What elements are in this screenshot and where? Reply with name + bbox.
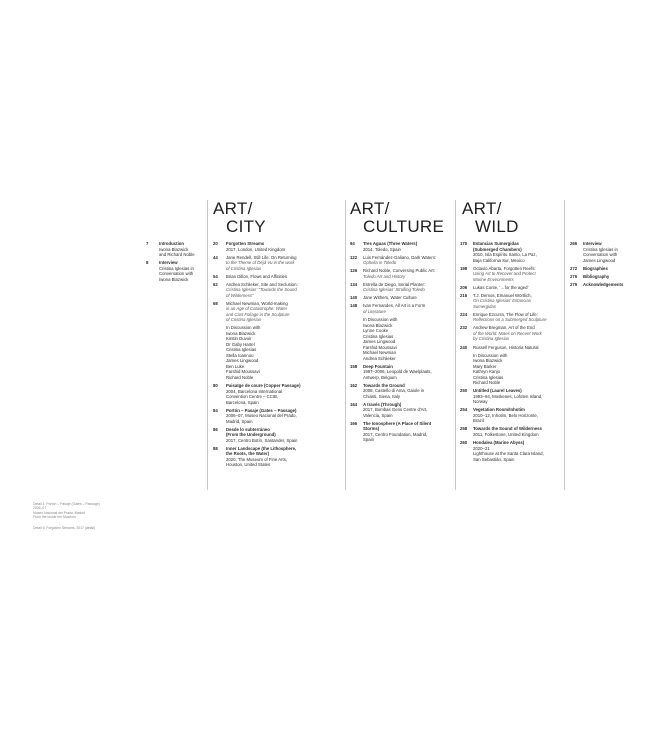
page-number: 86 <box>213 426 218 432</box>
toc-entry <box>146 260 206 282</box>
entry-subtitle: and Cast Foliage in the Sculpture <box>226 311 290 317</box>
entry-detail: Ben Luke <box>226 363 245 369</box>
entry-detail: Iwona Blazwick <box>226 330 256 336</box>
entry-detail: 2020, The Museum of Fine Arts, <box>226 456 288 462</box>
entry-subtitle: Cristina Iglesias' "Towards the Sound <box>226 287 297 293</box>
entry-title: Acknowledgements <box>583 281 624 287</box>
page-number: 122 <box>350 254 358 260</box>
heading-art-city <box>213 200 266 236</box>
page-number: 94 <box>350 241 355 246</box>
entry-detail: Luis Fernández-Galiano, Dark Waters: <box>363 254 437 260</box>
heading-line: CITY <box>226 217 266 236</box>
toc-entry <box>570 274 656 280</box>
toc-wild-column <box>460 241 562 465</box>
entry-detail: Cristina Iglesias <box>226 347 257 353</box>
entry-detail: Stella Ioannou <box>226 352 254 358</box>
entry-detail: Kirstin Duvoir <box>226 336 252 342</box>
page-number: 158 <box>350 363 358 369</box>
entry-subtitle: Using Art to Recover and Protect <box>473 271 536 277</box>
entry-detail: Cristina Iglesias in <box>159 265 194 271</box>
page-number: 162 <box>350 382 358 388</box>
entry-detail: James Lingwood <box>226 358 259 364</box>
entry-title: Towards the Sound of Wilderness <box>473 426 542 432</box>
entry-detail: 2010–12, Inhotim, Belo Horizonte, <box>473 412 538 418</box>
page-number: 80 <box>213 383 218 389</box>
column-divider <box>455 200 456 490</box>
toc-entry <box>213 255 341 272</box>
toc-entry <box>460 285 562 291</box>
toc-entry <box>213 274 341 280</box>
entry-detail: Brazil <box>473 418 484 424</box>
page-number: 68 <box>213 300 218 306</box>
entry-detail: Dr Gaby Hartel <box>226 341 255 347</box>
toc-entry <box>350 282 452 293</box>
caption-line: 2006–07 <box>33 506 47 511</box>
entry-detail: Barcelona, Spain <box>226 399 259 405</box>
page-number: 232 <box>460 325 468 331</box>
entry-detail: Ivan Fernandes, All Art is a Form <box>363 303 426 309</box>
column-divider <box>345 200 346 490</box>
entry-detail: and Richard Noble <box>159 252 195 257</box>
entry-detail: 2020–21 <box>473 445 490 451</box>
toc-intro-column <box>146 241 206 285</box>
toc-entry <box>213 301 341 323</box>
entry-detail: Cristina Iglesias <box>363 333 394 339</box>
column-divider <box>207 200 208 490</box>
heading-line: CULTURE <box>363 217 445 236</box>
entry-subtitle: Marine Environments <box>473 276 514 282</box>
entry-detail: In Discussion with <box>363 317 398 323</box>
entry-detail: 2006–07, Museo Nacional del Prado, <box>226 413 297 419</box>
entry-subtitle: On Cristina Iglesias' Estancias <box>473 298 531 304</box>
entry-subtitle: of Cristina Iglesias <box>226 317 262 323</box>
entry-detail: Andrea Schlieker <box>363 355 396 361</box>
page-number: 126 <box>350 268 358 274</box>
entry-detail: James Lingwood <box>583 257 616 263</box>
entry-title: Vegetation Room/Inhotim <box>473 407 525 413</box>
page-number: 134 <box>350 281 358 287</box>
entry-detail: Norway <box>473 399 488 405</box>
entry-subtitle: of the World: Notes on Recent Work <box>473 330 542 336</box>
entry-detail: Lynne Cooke <box>363 328 389 334</box>
entry-subtitle: Toledo Art and History <box>363 273 406 279</box>
toc-entry <box>350 421 452 443</box>
entry-detail: Jane Withers, Water Culture <box>363 295 417 301</box>
entry-detail: Mary Barker <box>473 363 497 369</box>
entry-detail: San Sebastián, Spain <box>473 456 515 462</box>
entry-title: Interview <box>583 241 602 246</box>
heading-line: ART/ <box>213 199 253 218</box>
entry-title: Towards the Ground <box>363 382 405 388</box>
toc-entry <box>213 408 341 425</box>
entry-detail: Russell Ferguson, Historia Natural <box>473 344 539 350</box>
entry-title: Hondalea (Marine Abyss) <box>473 440 525 446</box>
toc-entry <box>350 268 452 279</box>
entry-title: Inner Landscape (the Lithosphere, <box>226 445 297 451</box>
page-number: 254 <box>460 407 468 413</box>
entry-detail: Antwerp, Belgium <box>363 374 397 380</box>
entry-detail: Jane Rendell, Still Life. On Returning <box>226 254 297 260</box>
toc-entry <box>570 241 656 263</box>
entry-subtitle: of Cristina Iglesias <box>226 265 262 271</box>
entry-detail: 2017, Centro Botín, Santander, Spain <box>226 437 298 443</box>
toc-entry <box>350 364 452 381</box>
entry-subtitle: in an Age of Catastrophe: Water <box>226 306 288 312</box>
entry-title: Tres Aguas (Three Waters) <box>363 241 418 246</box>
entry-detail: Andrew Bregman, Art of the End <box>473 325 535 331</box>
toc-entry <box>570 282 656 288</box>
page-number: 216 <box>460 292 468 298</box>
caption-line: Museo Nacional del Prado, Madrid <box>33 510 86 515</box>
entry-detail: 1997–2006, Leopold de Waelplaats, <box>363 369 432 375</box>
entry-detail: Spain <box>363 437 374 443</box>
entry-detail: Richard Noble, Conversing Public Art: <box>363 268 435 274</box>
entry-detail: Michael Newman <box>363 350 396 356</box>
caption-line: Detail 6: Forgotten Streams, 2017 (detail) <box>33 526 96 530</box>
heading-art-culture <box>350 200 444 236</box>
toc-entry <box>146 241 206 258</box>
entry-detail: Richard Noble <box>226 374 254 380</box>
heading-line: ART/ <box>462 199 502 218</box>
entry-title: Portón – Pasaje (Gates – Passage) <box>226 407 297 413</box>
page-number: 224 <box>460 311 468 317</box>
page-number: 250 <box>460 388 468 394</box>
page-number: 166 <box>350 420 358 426</box>
page-number: 170 <box>460 241 468 246</box>
heading-line: WILD <box>475 217 519 236</box>
entry-detail: Richard Noble <box>473 380 501 386</box>
entry-title: A través (Through) <box>363 401 402 407</box>
page-number: 272 <box>570 265 578 271</box>
page-number: 240 <box>460 344 468 350</box>
image-caption <box>33 526 123 530</box>
entry-title: Forgotten Streams <box>226 241 265 246</box>
entry-subtitle: Cristina Iglesias' Strolling Toledo <box>363 287 425 293</box>
entry-detail: 2017, Bombas Gens Centre d'Art, <box>363 407 428 413</box>
entry-detail: Kathryn Kanjo <box>473 369 500 375</box>
entry-subtitle: of Wilderness" <box>226 292 254 298</box>
entry-detail: Estrella de Diego, Serial Planter: <box>363 281 426 287</box>
toc-entry <box>460 353 562 386</box>
entry-title: the Roots, the Water) <box>226 451 270 457</box>
toc-entry <box>460 345 562 351</box>
toc-back-column <box>570 241 656 290</box>
toc-entry <box>460 312 562 323</box>
entry-detail: 2008, Castello di Ama, Gaiole in <box>363 388 425 394</box>
page-number: 140 <box>350 295 358 301</box>
entry-detail: Andrea Schlieker, Site and Seclusion: <box>226 281 298 287</box>
page-number: 260 <box>460 440 468 446</box>
toc-entry <box>570 266 656 272</box>
page-number: 20 <box>213 241 218 246</box>
page-number: 44 <box>213 254 218 260</box>
entry-subtitle: by Cristina Iglesias <box>473 336 510 342</box>
toc-entry <box>350 383 452 400</box>
toc-entry <box>350 255 452 266</box>
toc-entry <box>350 241 452 252</box>
entry-title: Interview <box>159 260 178 266</box>
entry-detail: Convention Centre – CCIB, <box>226 394 279 400</box>
caption-line: From the inside the Museum <box>33 514 76 519</box>
page-number: 276 <box>570 273 578 279</box>
toc-city-column <box>213 241 341 470</box>
entry-detail: Cristina Iglesias in <box>583 246 618 252</box>
entry-detail: Iwona Blazwick <box>159 246 189 252</box>
entry-detail: Iwona Blazwick <box>159 276 189 282</box>
page-number: 148 <box>350 303 358 309</box>
toc-entry <box>460 241 562 263</box>
toc-entry <box>460 325 562 342</box>
entry-detail: Chianti, Siena, Italy <box>363 393 401 399</box>
entry-detail: Lighthouse at the Santa Clara Island, <box>473 451 544 457</box>
toc-entry <box>460 407 562 424</box>
entry-detail: Michael Newman, World-making <box>226 300 288 306</box>
entry-detail: Houston, United States <box>226 462 271 468</box>
toc-entry <box>213 325 341 380</box>
toc-entry <box>460 388 562 405</box>
toc-entry <box>213 282 341 299</box>
entry-subtitle: Ophelia in Toledo <box>363 260 397 266</box>
entry-detail: Valencia, Spain <box>363 412 393 418</box>
page-number: 54 <box>213 273 218 279</box>
column-divider <box>564 200 565 490</box>
entry-detail: Conversation with <box>159 271 194 277</box>
page-number: 266 <box>570 241 578 246</box>
entry-title: Introduction <box>159 241 185 246</box>
entry-detail: Iwona Blazwick <box>473 358 503 364</box>
entry-detail: James Lingwood <box>363 339 396 345</box>
entry-detail: Brian Dillon, Flows and Affinities <box>226 273 288 279</box>
toc-entry <box>213 241 341 252</box>
entry-detail: 1993–94, Moskenes, Lofoten Island, <box>473 393 543 399</box>
toc-entry <box>350 295 452 301</box>
toc-entry <box>460 426 562 437</box>
heading-art-wild <box>462 200 519 236</box>
heading-line: ART/ <box>350 199 390 218</box>
entry-subtitle: of Literature <box>363 308 386 314</box>
entry-title: Deep Fountain <box>363 363 393 369</box>
page-number: 164 <box>350 401 358 407</box>
entry-title: (Submerged Chambers) <box>473 246 522 252</box>
entry-detail: Enrique Ezcurra, The Flow of Life: <box>473 311 538 317</box>
entry-detail: 2004, Barcelona International <box>226 388 283 394</box>
toc-entry <box>350 303 452 314</box>
entry-detail: T.J. Demos, Emanuel Wörtlich, <box>473 292 532 298</box>
entry-detail: Iwona Blazwick <box>363 322 393 328</box>
toc-entry <box>350 402 452 419</box>
image-caption <box>33 502 123 519</box>
entry-detail: 2010, Isla Espíritu Santo, La Paz, <box>473 252 537 257</box>
entry-title: Biographies <box>583 265 608 271</box>
page-number: 198 <box>460 265 468 271</box>
toc-entry <box>213 446 341 468</box>
entry-subtitle: Reflections on a Submerged Sculpture <box>473 317 547 323</box>
toc-entry <box>213 427 341 444</box>
toc-entry <box>460 440 562 462</box>
page-number: 62 <box>213 281 218 287</box>
entry-subtitle: to the Theme of Déjà Vu in the work <box>226 260 295 266</box>
entry-detail: Cristina Iglesias <box>473 374 504 380</box>
entry-detail: Madrid, Spain <box>226 418 253 424</box>
entry-title: The Ionosphere (A Place of Silent <box>363 420 432 426</box>
entry-detail: Lukas Conte, '…for the aged' <box>473 284 529 290</box>
entry-detail: Farshid Moussavi <box>363 344 397 350</box>
page-number: 279 <box>570 281 578 287</box>
toc-culture-column <box>350 241 452 446</box>
entry-detail: 2017, London, United Kingdom <box>226 246 286 252</box>
caption-line: Detail 1: Portón – Pasaje (Gates – Passage) <box>33 502 100 506</box>
entry-detail: In Discussion with <box>226 325 261 331</box>
page-number: 88 <box>213 445 218 451</box>
toc-entry <box>460 266 562 283</box>
entry-detail: 2011, Folkestone, United Kingdom <box>473 431 539 437</box>
page-number: 206 <box>460 284 468 290</box>
toc-entry <box>460 293 562 310</box>
entry-title: Bibliography <box>583 273 610 279</box>
entry-detail: Conversation with <box>583 252 618 257</box>
entry-detail: 2017, Centro Foundation, Madrid, <box>363 431 428 437</box>
entry-title: Paisatge de coure (Copper Passage) <box>226 383 301 389</box>
entry-title: Estancias Sumergidas <box>473 241 519 246</box>
entry-detail: Octavio Abarta, Forgotten Reefs: <box>473 265 536 271</box>
page-number: 8 <box>146 260 149 266</box>
entry-title: Desde lo subterráneo <box>226 426 270 432</box>
entry-detail: 2014, Toledo, Spain <box>363 246 401 252</box>
entry-detail: In Discussion with <box>473 352 508 358</box>
page-number: 258 <box>460 426 468 432</box>
page-number: 84 <box>213 407 218 413</box>
entry-title: Untitled (Laurel Leaves) <box>473 388 522 394</box>
entry-detail: Baja California Sur, Mexico <box>473 257 525 263</box>
entry-subtitle: Sumergidas <box>473 303 496 309</box>
toc-entry <box>213 383 341 405</box>
entry-title: (From the Underground) <box>226 432 276 438</box>
entry-title: Storms) <box>363 426 380 432</box>
toc-entry <box>350 317 452 361</box>
entry-detail: Farshid Moussavi <box>226 369 260 375</box>
page-number: 7 <box>146 241 149 246</box>
